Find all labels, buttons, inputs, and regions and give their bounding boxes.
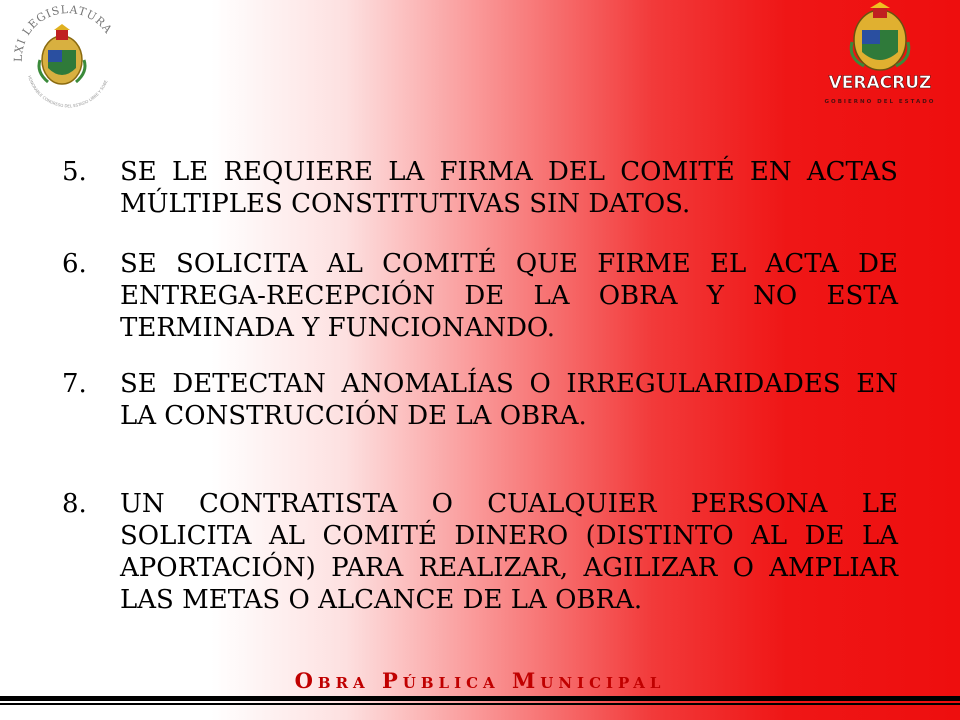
item-number: 5. [62, 157, 87, 187]
footer-title: OBRA PÚBLICA MUNICIPAL [294, 668, 666, 693]
item-number: 7. [62, 369, 87, 399]
list-item [62, 488, 898, 616]
veracruz-logo [810, 2, 950, 114]
item-text: UN CONTRATISTA O CUALQUIER PERSONA LE SOLICITA AL COMITÉ DINERO (DISTINTO AL DE LA APORTACIÓN) PARA REALIZAR, AGILIZAR O AMPLIAR LAS METAS O ALCANCE DE LA OBRA. [120, 489, 898, 615]
item-text: SE SOLICITA AL COMITÉ QUE FIRME EL ACTA DE ENTREGA-RECEPCIÓN DE LA OBRA Y NO ESTA TERMINADA Y FUNCIONANDO. [120, 249, 898, 343]
list-item [62, 156, 898, 220]
list-item [62, 248, 898, 344]
veracruz-subtitle: GOBIERNO DEL ESTADO [824, 99, 936, 105]
seal-ring-text: LXI LEGISLATURA [11, 2, 116, 63]
veracruz-title: VERACRUZ [828, 73, 932, 93]
legislatura-seal-logo [8, 2, 122, 112]
state-coat-of-arms-icon [851, 2, 909, 70]
seal-sub-text: HONORABLE CONGRESO DEL ESTADO LIBRE Y SOBE [27, 74, 109, 109]
footer-divider [0, 696, 960, 701]
item-number: 6. [62, 249, 87, 279]
footer-divider-thin [0, 703, 960, 705]
list-item [62, 368, 898, 464]
item-text: SE DETECTAN ANOMALÍAS O IRREGULARIDADES EN LA CONSTRUCCIÓN DE LA OBRA. [120, 369, 898, 431]
item-number: 8. [62, 489, 87, 519]
state-coat-of-arms-icon [39, 24, 85, 84]
item-text: SE LE REQUIERE LA FIRMA DEL COMITÉ EN ACTAS MÚLTIPLES CONSTITUTIVAS SIN DATOS. [120, 157, 898, 219]
